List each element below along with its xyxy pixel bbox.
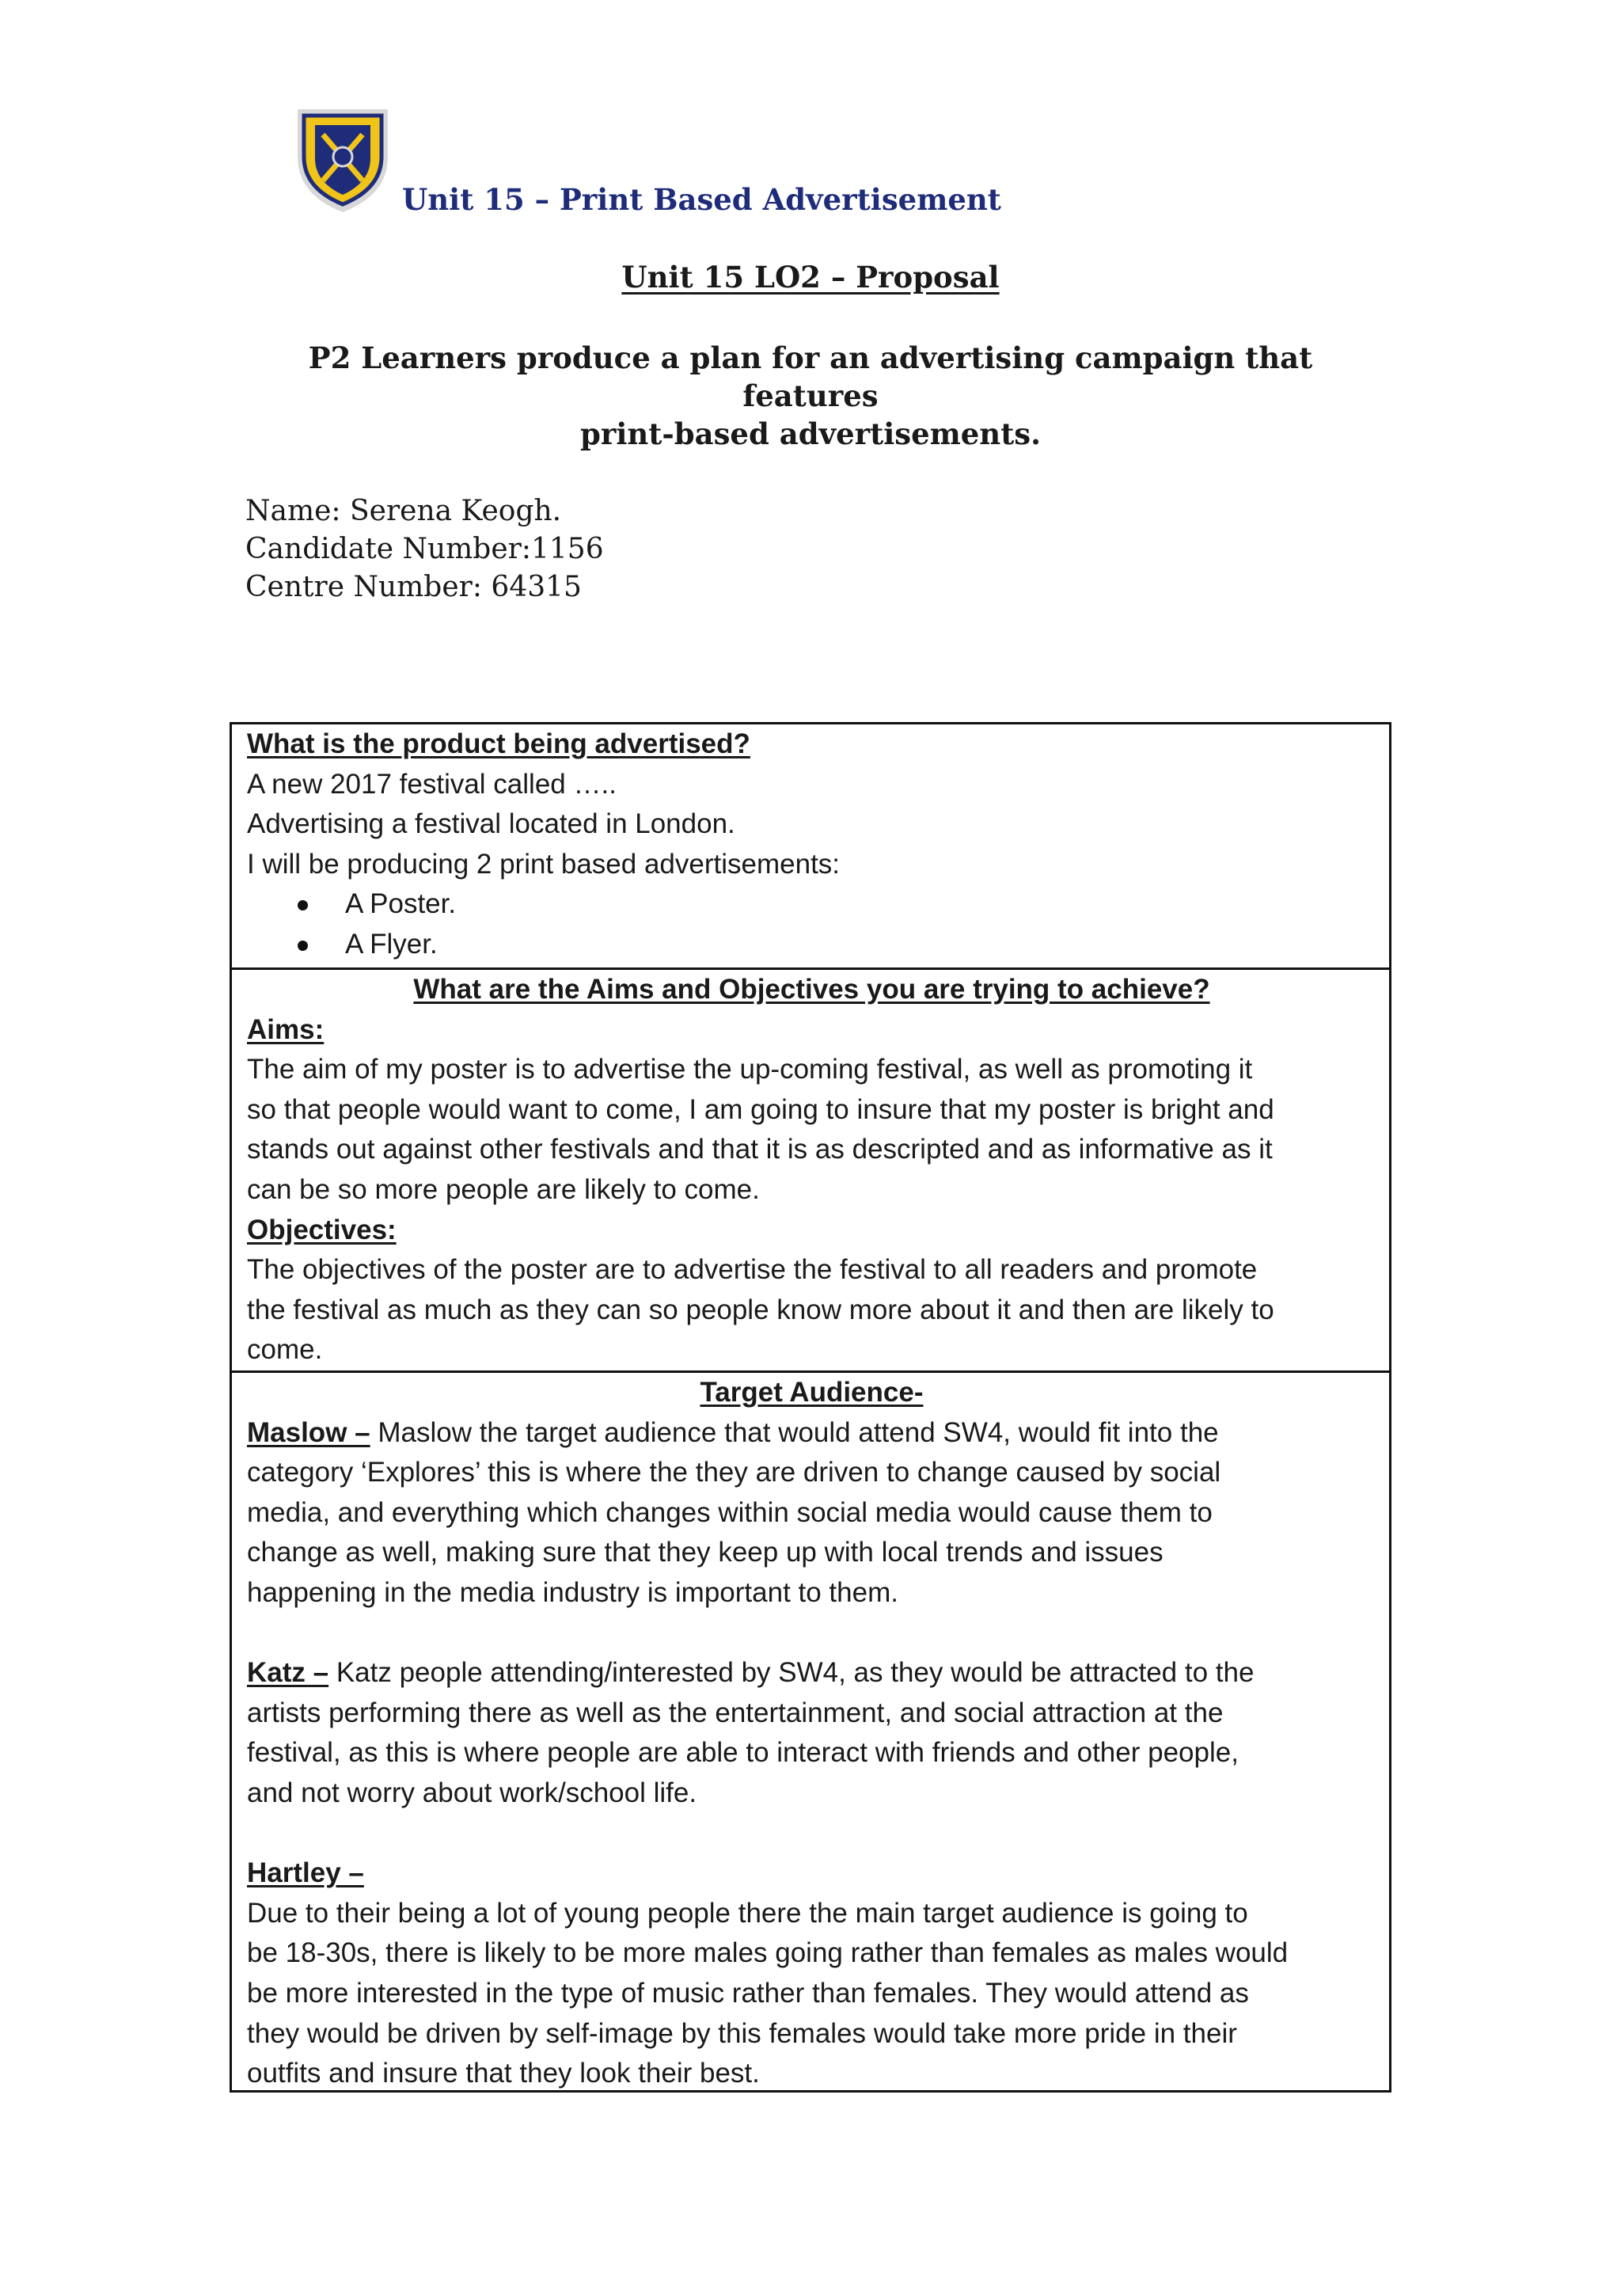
aims-cell	[232, 970, 1389, 1373]
hartley-text-line: they would be driven by self-image by this females would take more pride in their	[247, 2017, 1237, 2049]
hartley-label: Hartley –	[247, 1857, 364, 1889]
school-crest-icon	[291, 101, 394, 217]
objectives-text-line: The objectives of the poster are to advertise the festival to all readers and promote	[247, 1254, 1258, 1286]
aims-text-line: stands out against other festivals and that it is as descripted and as informative as it	[247, 1134, 1273, 1165]
task-title-line: print-based advertisements.	[579, 416, 1042, 451]
student-name: Name: Serena Keogh.	[245, 495, 562, 527]
list-item	[298, 884, 1376, 925]
maslow-text-line: category ‘Explores’ this is where the they are driven to change caused by social	[247, 1457, 1221, 1488]
maslow-text-line: media, and everything which changes within social media would cause them to	[247, 1496, 1213, 1528]
hartley-text-line: Due to their being a lot of young people there the main target audience is going to	[247, 1897, 1248, 1929]
product-line: A new 2017 festival called …..	[247, 768, 617, 800]
katz-label: Katz –	[247, 1657, 329, 1689]
katz-text-line: and not worry about work/school life.	[247, 1777, 697, 1808]
task-title	[237, 339, 1384, 453]
objectives-text-line: the festival as much as they can so people know more about it and then are likely to	[247, 1294, 1274, 1325]
list-item	[298, 925, 1376, 965]
maslow-text: Maslow the target audience that would attend SW4, would fit into the	[370, 1416, 1219, 1448]
aims-text-line: can be so more people are likely to come.	[247, 1173, 760, 1205]
katz-text-line: artists performing there as well as the entertainment, and social attraction at the	[247, 1697, 1224, 1728]
product-heading: What is the product being advertised?	[247, 728, 750, 759]
maslow-text-line: change as well, making sure that they keep up with local trends and issues	[247, 1537, 1164, 1568]
product-line: I will be producing 2 print based advertisements:	[247, 848, 841, 880]
task-title-line: P2 Learners produce a plan for an advertising campaign that features	[308, 340, 1313, 413]
objectives-text-line: come.	[247, 1334, 323, 1366]
aims-text-line: The aim of my poster is to advertise the up-coming festival, as well as promoting it	[247, 1054, 1253, 1085]
hartley-text-line: be more interested in the type of music rather than females. They would attend as	[247, 1977, 1249, 2009]
list-item-text: A Flyer.	[345, 928, 438, 960]
audience-heading: Target Audience-	[700, 1377, 924, 1408]
spacer	[247, 1614, 1376, 1654]
katz-text-line: festival, as this is where people are able to interact with friends and other people,	[247, 1737, 1239, 1769]
bullet-icon	[298, 941, 308, 951]
maslow-label: Maslow –	[247, 1416, 370, 1448]
aims-text-line: so that people would want to come, I am going to insure that my poster is bright and	[247, 1093, 1274, 1125]
spacer	[247, 1814, 1376, 1854]
katz-text: Katz people attending/interested by SW4, as they would be attracted to the	[328, 1657, 1255, 1689]
list-item-text: A Poster.	[345, 888, 457, 920]
unit-title: Unit 15 – Print Based Advertisement	[402, 182, 1001, 217]
centre-number: Centre Number: 64315	[245, 571, 582, 603]
objectives-label: Objectives:	[247, 1214, 397, 1245]
hartley-text-line: outfits and insure that they look their best.	[247, 2058, 760, 2089]
product-line: Advertising a festival located in London.	[247, 808, 735, 840]
maslow-text-line: happening in the media industry is important to them.	[247, 1576, 898, 1608]
student-details	[245, 492, 604, 606]
audience-cell	[232, 1373, 1389, 2090]
proposal-title: Unit 15 LO2 – Proposal	[621, 260, 1000, 295]
aims-label: Aims:	[247, 1013, 325, 1045]
katz-first-line	[247, 1653, 1376, 1693]
maslow-first-line	[247, 1413, 1376, 1454]
bullet-icon	[298, 900, 308, 910]
aims-heading: What are the Aims and Objectives you are trying to achieve?	[413, 974, 1210, 1005]
hartley-text-line: be 18-30s, there is likely to be more males going rather than females as males would	[247, 1937, 1289, 1969]
product-bullet-list	[247, 884, 1376, 964]
proposal-table	[230, 722, 1391, 2093]
candidate-number: Candidate Number:1156	[245, 533, 604, 565]
product-cell	[232, 724, 1389, 970]
